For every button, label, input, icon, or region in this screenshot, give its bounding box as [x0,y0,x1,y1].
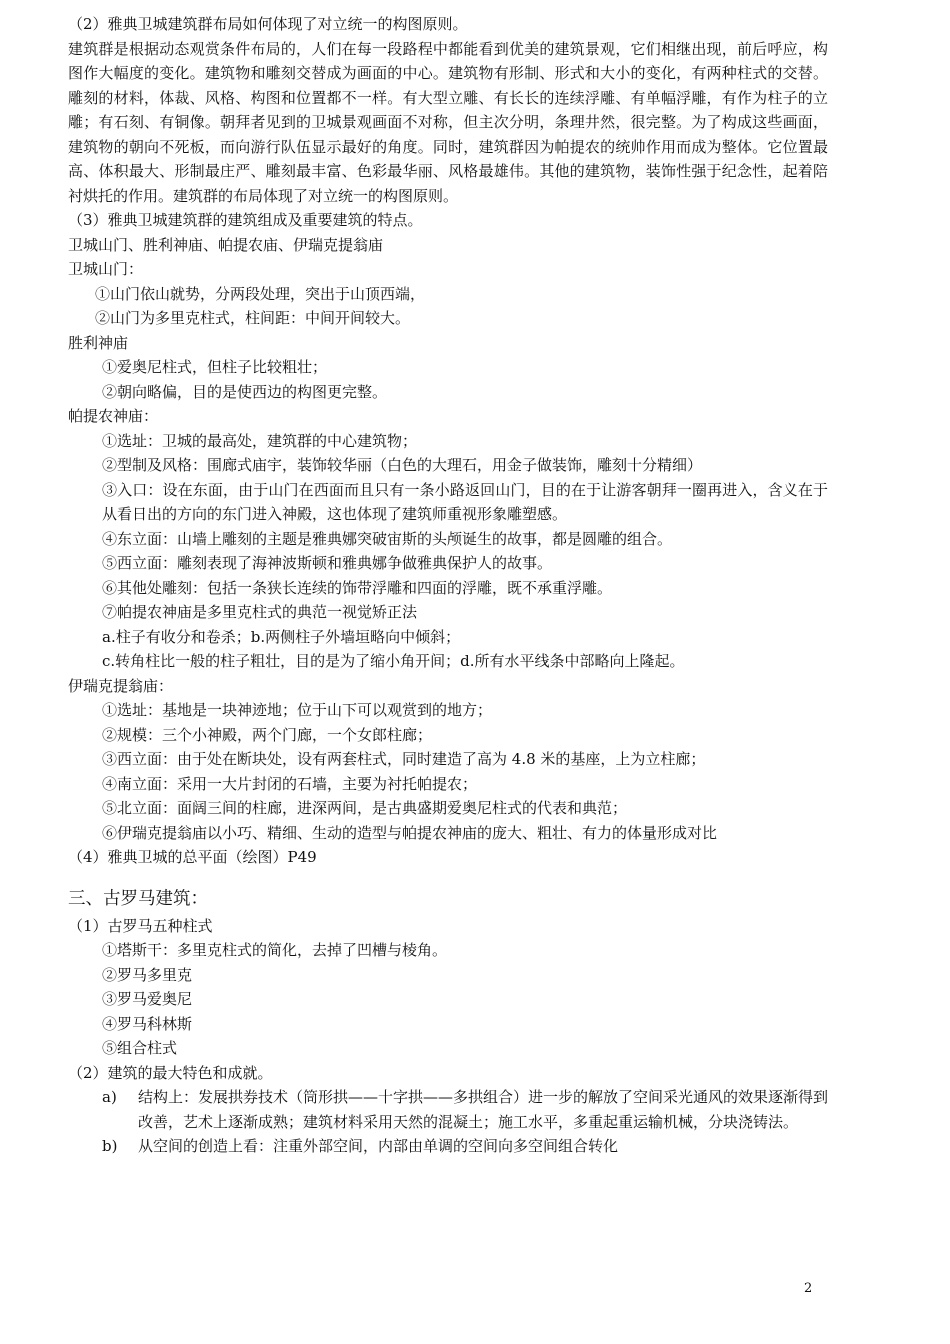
achievement-item [68,1134,828,1159]
achievement-text: 从空间的创造上看：注重外部空间，内部由单调的空间向多空间组合转化 [138,1137,619,1155]
roman-order-item: ⑤组合柱式 [102,1039,178,1057]
nike-temple-item: ①爱奥尼柱式，但柱子比较粗壮； [102,358,328,376]
parthenon-item: ②型制及风格：围廊式庙宇，装饰较华丽（白色的大理石，用金子做装饰，雕刻十分精细） [102,456,703,474]
parthenon-item: ⑤西立面：雕刻表现了海神波斯顿和雅典娜争做雅典保护人的故事。 [102,554,553,572]
document-page [68,12,828,1159]
erechtheion-item: ④南立面：采用一大片封闭的石墙，主要为衬托帕提农； [102,774,478,793]
propylaea-item: ①山门依山就势，分两段处理，突出于山顶西端， [95,284,426,303]
propylaea-item: ②山门为多里克柱式，柱间距：中间开间较大。 [95,309,411,327]
erechtheion-item: ③西立面：由于处在断块处，设有两套柱式，同时建造了高为 4.8 米的基座，上为立柱廊； [102,750,706,768]
erechtheion-title: 伊瑞克提翁庙： [68,676,174,695]
parthenon-item: a.柱子有收分和卷杀；b.两侧柱子外墙垣略向中倾斜； [102,627,461,646]
achievement-item [68,1085,828,1134]
section-3-heading: （3）雅典卫城建筑群的建筑组成及重要建筑的特点。 [68,211,423,229]
nike-temple-title: 胜利神庙 [68,333,129,352]
roman-order-item: ②罗马多里克 [102,965,193,984]
parthenon-item: c.转角柱比一般的柱子粗壮，目的是为了缩小角开间；d.所有水平线条中部略向上隆起。 [102,652,685,670]
parthenon-item: ③入口：设在东面，由于山门在西面而且只有一条小路返回山门，目的在于让游客朝拜一圈再进入，含义在于从看日出的方向的东门进入神殿，这也体现了建筑师重视形象雕塑感。 [102,480,828,523]
erechtheion-item: ⑤北立面：面阔三间的柱廊，进深两间，是古典盛期爱奥尼柱式的代表和典范； [102,799,628,817]
section-4-heading: （4）雅典卫城的总平面（绘图）P49 [68,848,317,866]
roman-order-item: ③罗马爱奥尼 [102,990,193,1008]
roman-order-item: ①塔斯干：多里克柱式的简化，去掉了凹槽与棱角。 [102,941,448,959]
part-3-title: 三、古罗马建筑： [68,888,208,909]
erechtheion-item: ②规模：三个小神殿，两个门廊，一个女郎柱廊； [102,725,433,744]
erechtheion-item: ⑥伊瑞克提翁庙以小巧、精细、生动的造型与帕提农神庙的庞大、粗壮、有力的体量形成对比 [102,823,718,842]
nike-temple-item: ②朝向略偏，目的是使西边的构图更完整。 [102,382,388,401]
achievement-text: 结构上：发展拱券技术（筒形拱——十字拱——多拱组合）进一步的解放了空间采光通风的效果逐渐得到改善，艺术上逐渐成熟；建筑材料采用天然的混凝土；施工水平，多重起重运输机械，分块浇铸法。 [138,1088,829,1131]
parthenon-title: 帕提农神庙： [68,407,159,425]
roman-order-item: ④罗马科林斯 [102,1014,193,1033]
roman-achievements-heading: （2）建筑的最大特色和成就。 [68,1063,273,1082]
section-2-heading: （2）雅典卫城建筑群布局如何体现了对立统一的构图原则。 [68,15,468,33]
parthenon-item: ①选址：卫城的最高处，建筑群的中心建筑物； [102,431,418,450]
propylaea-title: 卫城山门： [68,260,144,278]
list-marker: a) [102,1088,117,1106]
parthenon-item: ⑥其他处雕刻：包括一条狭长连续的饰带浮雕和四面的浮雕，既不承重浮雕。 [102,578,613,597]
section-2-paragraph: 建筑群是根据动态观赏条件布局的，人们在每一段路程中都能看到优美的建筑景观，它们相继出现，前后呼应，构图作大幅度的变化。建筑物和雕刻交替成为画面的中心。建筑物有形制、形式和大小的变化，有两种柱式的交替。雕刻的材料，体裁、风格、构图和位置都不一样。有大型立雕、有长长的连续浮雕、有单幅浮雕，有作为柱子的立雕；有石刻、有铜像。朝拜者见到的卫城景观画面不对称，但主次分明，条理井然，很完整。为了构成这些画面，建筑物的朝向不死板，而向游行队伍显示最好的角度。同时，建筑群因为帕提农的统帅作用而成为整体。它位置最高、体积最大、形制最庄严、雕刻最丰富、色彩最华丽、风格最雄伟。其他的建筑物，装饰性强于纪念性，起着陪衬烘托的作用。建筑群的布局体现了对立统一的构图原则。 [68,39,828,205]
erechtheion-item: ①选址：基地是一块神迹地；位于山下可以观赏到的地方； [102,701,493,719]
parthenon-item: ⑦帕提农神庙是多里克柱式的典范一视觉矫正法 [102,603,418,621]
list-marker: b) [102,1137,118,1155]
roman-orders-heading: （1）古罗马五种柱式 [68,916,213,935]
acropolis-composition: 卫城山门、胜利神庙、帕提农庙、伊瑞克提翁庙 [68,235,384,254]
page-number: 2 [804,1281,813,1296]
parthenon-item: ④东立面：山墙上雕刻的主题是雅典娜突破宙斯的头颅诞生的故事，都是圆雕的组合。 [102,529,673,548]
